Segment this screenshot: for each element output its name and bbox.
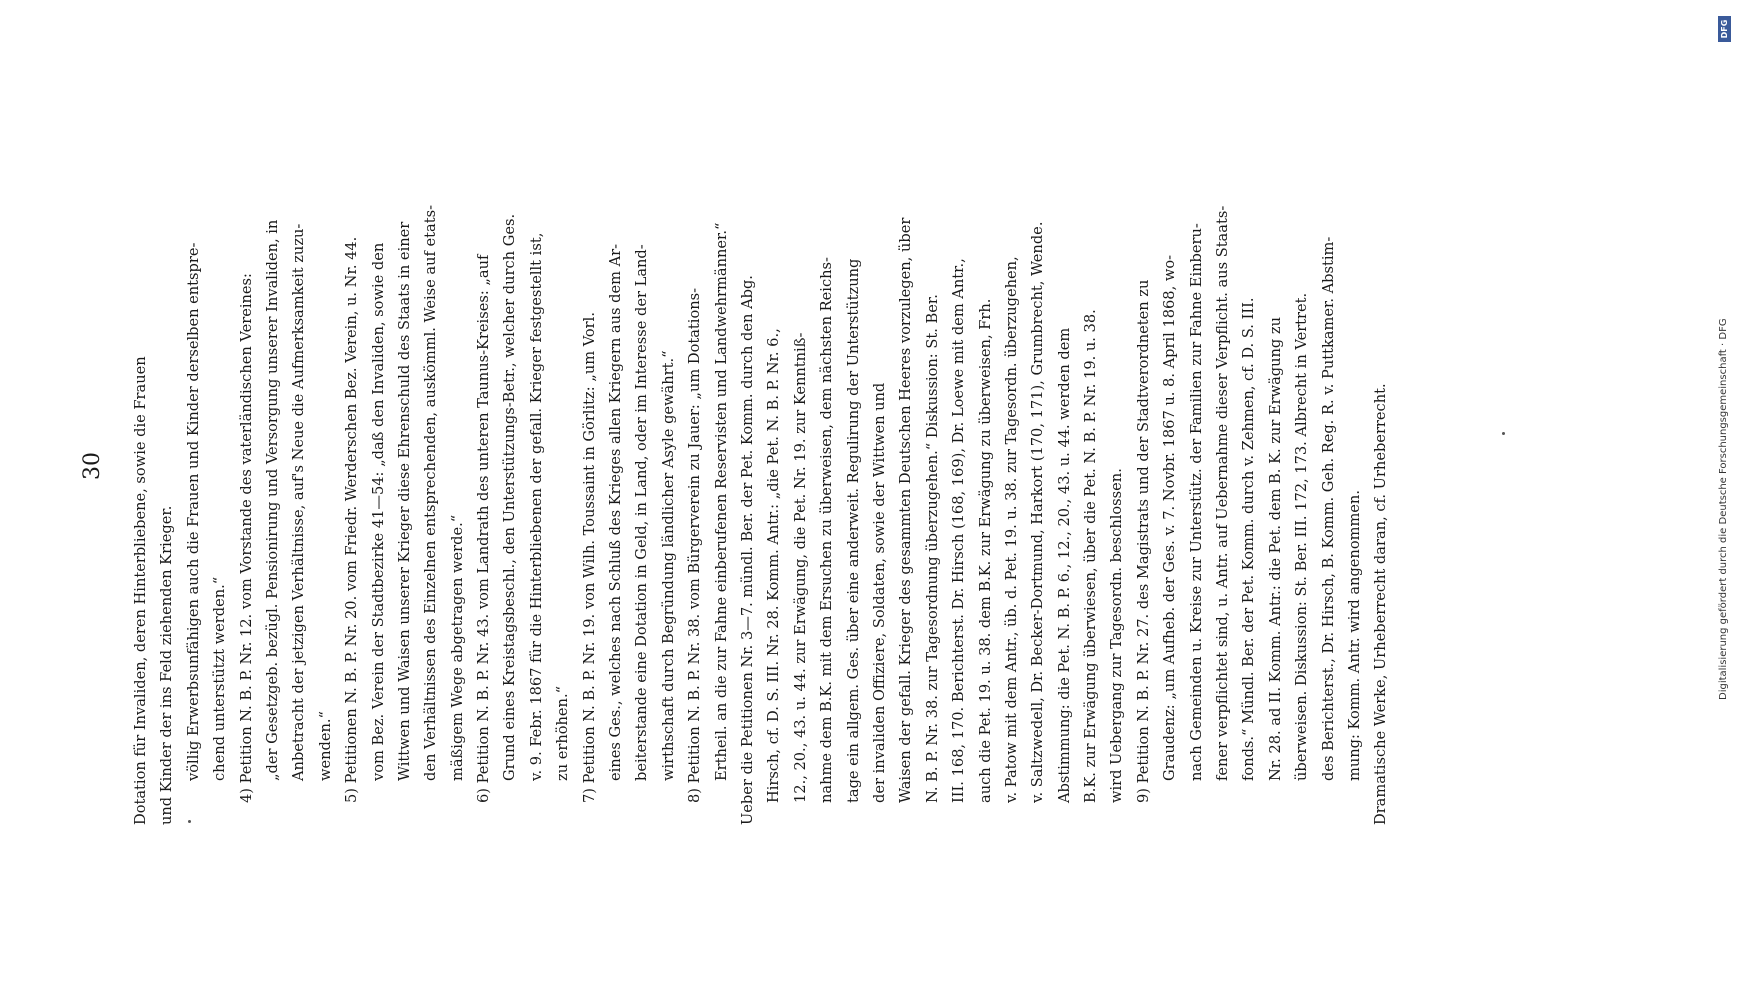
text-line: III. 168, 170. Berichterst. Dr. Hirsch (168, 169), Dr. Loewe mit dem Antr., [950, 258, 968, 803]
text-line: und Kinder der ins Feld ziehenden Krieger. [158, 505, 176, 825]
text-line: B.K. zur Erwägung überwiesen, über die Pet. N. B. P. Nr. 19. u. 38. [1082, 309, 1100, 803]
text-line: wenden.“ [316, 710, 334, 781]
text-line: Abstimmung: die Pet. N. B. P. 6., 12., 20., 43. u. 44. werden dem [1055, 327, 1073, 803]
text-line: v. Saltzwedell, Dr. Becker-Dortmund, Harkort (170, 171), Grumbrecht, Wende. [1029, 221, 1047, 803]
text-line: wird Uebergang zur Tagesordn. beschlossen. [1108, 468, 1126, 803]
text-line: wirthschaft durch Begründung ländlicher Asyle gewährt.“ [659, 350, 677, 781]
text-line: nahme dem B.K. mit dem Ersuchen zu überweisen, dem nächsten Reichs- [818, 257, 836, 803]
document-body [128, 55, 1395, 825]
text-line: fener verpflichtet sind, u. Antr. auf Uebernahme dieser Verpflicht. aus Staats- [1214, 205, 1232, 781]
text-line: Anbetracht der jetzigen Verhältnisse, auf's Neue die Aufmerksamkeit zuzu- [290, 223, 308, 781]
text-line: mung: Komm. Antr. wird angenommen. [1345, 490, 1363, 781]
text-line: vom Bez. Verein der Stadtbezirke 41—54: „daß den Invaliden, sowie den [369, 242, 387, 781]
text-line: 5) Petitionen N. B. P. Nr. 20. vom Friedr. Werderschen Bez. Verein, u. Nr. 44. [343, 236, 361, 803]
text-line: 6) Petition N. B. P. Nr. 43. vom Landrath des unteren Taunus-Kreises: „auf [475, 254, 493, 803]
text-line: Grund eines Kreistagsbeschl., den Unterstützungs-Betr., welcher durch Ges. [501, 213, 519, 781]
text-line: der invaliden Offiziere, Soldaten, sowie der Wittwen und [870, 382, 888, 803]
text-line: auch die Pet. 19. u. 38. dem B.K. zur Erwägung zu überweisen, Frh. [976, 298, 994, 803]
text-line: v. Patow mit dem Antr., üb. d. Pet. 19. u. 38. zur Tagesordn. überzugehen, [1002, 256, 1020, 803]
text-line: 9) Petition N. B. P. Nr. 27. des Magistrats und der Stadtverordneten zu [1134, 279, 1152, 803]
text-line: 12., 20., 43. u. 44. zur Erwägung, die Pet. Nr. 19. zur Kenntniß- [791, 332, 809, 803]
text-line: den Verhältnissen des Einzelnen entsprechenden, auskömml. Weise auf etats- [422, 204, 440, 781]
text-line: Graudenz: „um Aufheb. der Ges. v. 7. Novbr. 1867 u. 8. April 1868, wo- [1161, 254, 1179, 781]
text-line: 4) Petition N. B. P. Nr. 12. vom Vorstande des vaterländischen Vereines: [237, 273, 255, 803]
text-line: 7) Petition N. B. P. Nr. 19. von Wilh. Toussaint in Görlitz: „um Vorl. [580, 312, 598, 803]
text-line: beiterstande eine Dotation in Geld, in Land, oder im Interesse der Land- [633, 244, 651, 781]
text-line: Dotation für Invaliden, deren Hinterbliebene, sowie die Frauen [132, 356, 149, 825]
text-line: Hirsch, cf. D. S. III. Nr. 28. Komm. Antr.: „die Pet. N. B. P. Nr. 6., [765, 328, 783, 803]
text-line: chend unterstützt werden.“ [211, 576, 229, 781]
text-line: Ueber die Petitionen Nr. 3—7. mündl. Ber. der Pet. Komm. durch den Abg. [738, 275, 756, 825]
text-line: überweisen. Diskussion: St. Ber. III. 172, 173. Albrecht in Vertret. [1293, 292, 1311, 781]
page-number: 30 [80, 452, 105, 480]
text-line: nach Gemeinden u. Kreise zur Unterstütz. der Familien zur Fahne Einberu- [1187, 223, 1205, 781]
digitization-credit: Digitalisierung gefördert durch die Deutsche Forschungsgemeinschaft · DFG [1718, 318, 1729, 700]
text-line: Nr. 28. ad II. Komm. Antr.: die Pet. dem B. K. zur Erwägung zu [1266, 317, 1284, 781]
dfg-logo: DFG [1718, 16, 1731, 42]
text-line: des Berichterst., Dr. Hirsch, B. Komm. Geh. Reg. R. v. Puttkamer. Abstim- [1319, 236, 1337, 781]
text-line: tage ein allgem. Ges. über eine anderweit. Regulirung der Unterstützung [844, 258, 862, 803]
text-line: Ertheil. an die zur Fahne einberufenen Reservisten und Landwehrmänner.“ [712, 222, 730, 781]
text-line: mäßigem Wege abgetragen werde.“ [448, 514, 466, 781]
text-line: völlig Erwerbsunfähigen auch die Frauen und Kinder derselben entspre- [184, 242, 202, 781]
text-line: Wittwen und Waisen unserer Krieger diese Ehrenschuld des Staats in einer [395, 221, 413, 781]
text-line: v. 9. Febr. 1867 für die Hinterbliebenen der gefall. Krieger festgestellt ist, [527, 232, 545, 781]
text-line: Dramatische Werke, Urheberrecht daran, cf. Urheberrecht. [1372, 383, 1390, 825]
text-line: „der Gesetzgeb. bezügl. Pensionirung und Versorgung unserer Invaliden, in [263, 219, 281, 781]
text-line: Waisen der gefall. Krieger des gesammten Deutschen Heeres vorzulegen, über [897, 217, 915, 803]
text-line: 8) Petition N. B. P. Nr. 38. vom Bürgerverein zu Jauer: „um Dotations- [686, 287, 704, 803]
text-line: zu erhöhen.“ [554, 685, 572, 781]
text-line: fonds.“ Mündl. Ber. der Pet. Komm. durch v. Zehmen, cf. D. S. III. [1240, 297, 1258, 781]
text-line: N. B. P. Nr. 38. zur Tagesordnung überzugehen.“ Diskussion: St. Ber. [923, 294, 941, 803]
text-line: eines Ges., welches nach Schluß des Krieges allen Kriegern aus dem Ar- [607, 243, 625, 781]
